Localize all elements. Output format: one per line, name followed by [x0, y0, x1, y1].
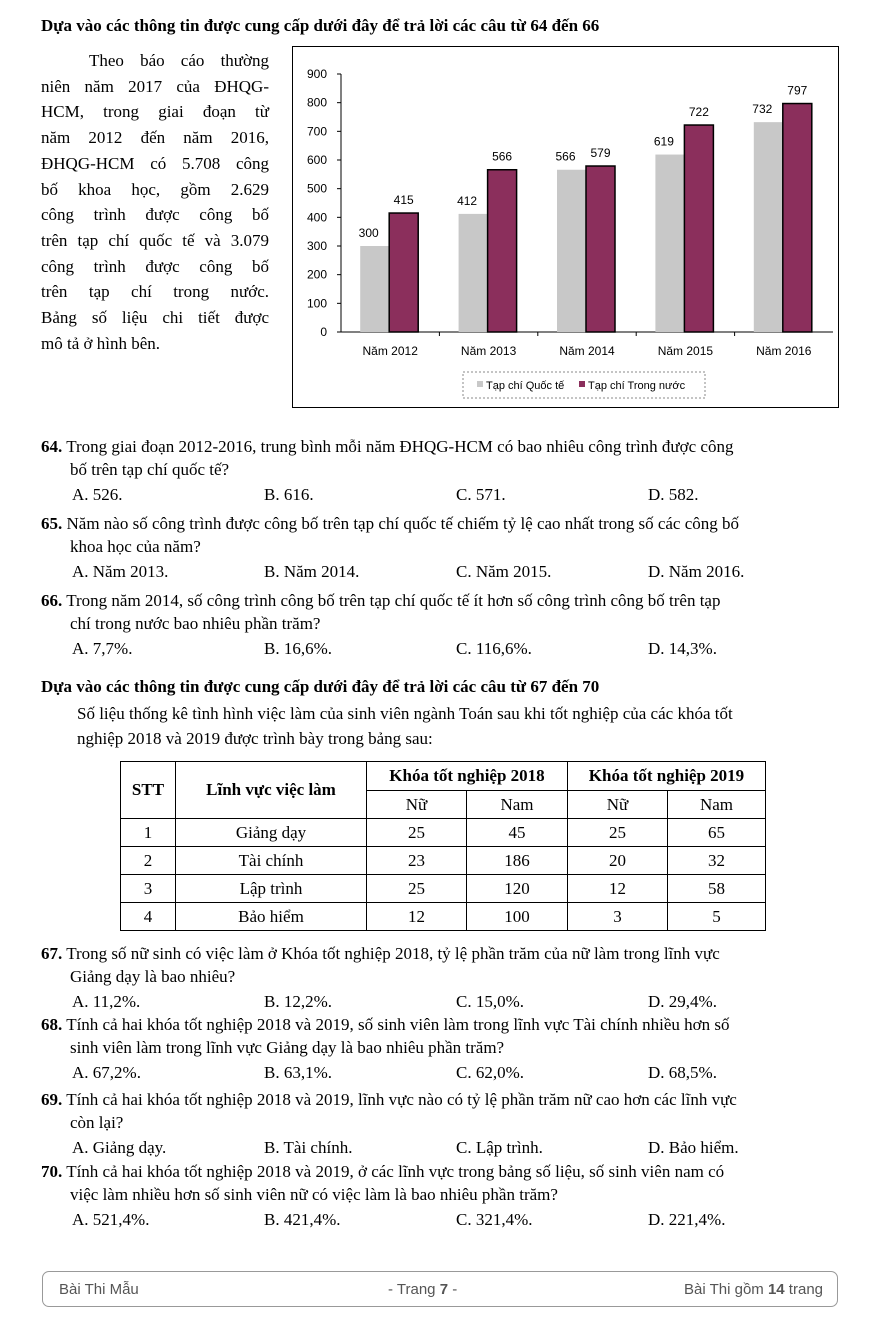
cell-field: Lập trình: [176, 875, 367, 903]
data-label: 732: [752, 102, 773, 117]
question-text: Tính cả hai khóa tốt nghiệp 2018 và 2019, ở các lĩnh vực trong bảng số liệu, số sinh viên nam có: [66, 1162, 725, 1181]
answer-option-c[interactable]: C. 571.: [456, 485, 506, 504]
question-text-line: [41, 591, 720, 611]
cell-stt: 1: [121, 819, 176, 847]
cell-field: Bảo hiểm: [176, 903, 367, 931]
answer-option-d[interactable]: D. 29,4%.: [648, 992, 717, 1011]
answer-option-a[interactable]: A. Năm 2013.: [72, 562, 169, 581]
bar-intl: [754, 122, 783, 332]
question-number: 65.: [41, 514, 63, 533]
legend-swatch-domestic: [579, 381, 585, 387]
intro-line: công trình được công bố: [41, 205, 269, 225]
question-text-line: còn lại?: [70, 1113, 124, 1132]
answer-option-b[interactable]: B. 616.: [264, 485, 314, 504]
table-row: [121, 819, 766, 847]
question-number: 64.: [41, 437, 63, 456]
footer-total-suffix: trang: [784, 1281, 823, 1298]
question-text-line: [41, 1162, 724, 1182]
cell-value: 25: [367, 875, 467, 903]
intro-paragraph: [41, 48, 269, 356]
data-label: 412: [457, 193, 478, 208]
intro-line: ĐHQG-HCM có 5.708 công: [41, 153, 269, 173]
bar-domestic: [389, 213, 418, 332]
question-text-line: [41, 1090, 737, 1110]
x-tick-label: Năm 2015: [657, 344, 714, 358]
cell-stt: 4: [121, 903, 176, 931]
y-tick-label: 0: [320, 325, 327, 339]
section-heading-64-66: Dựa vào các thông tin được cung cấp dưới đây để trả lời các câu từ 64 đến 66: [41, 16, 600, 35]
intro-line: trên tạp chí trong nước.: [41, 282, 269, 302]
cell-value: 25: [568, 819, 668, 847]
cell-value: 12: [568, 875, 668, 903]
answer-option-c[interactable]: C. 321,4%.: [456, 1210, 533, 1229]
bar-intl: [557, 170, 586, 332]
header-2019: Khóa tốt nghiệp 2019: [568, 762, 766, 791]
answer-option-b[interactable]: B. Tài chính.: [264, 1138, 353, 1157]
data-label: 722: [688, 105, 709, 120]
answer-option-d[interactable]: D. Năm 2016.: [648, 562, 745, 581]
y-tick-label: 300: [306, 239, 327, 253]
legend-label-intl: Tạp chí Quốc tế: [486, 380, 565, 392]
question-number: 69.: [41, 1090, 63, 1109]
answer-option-c[interactable]: C. Năm 2015.: [456, 562, 552, 581]
intro-line: mô tả ở hình bên.: [41, 333, 160, 353]
answer-option-c[interactable]: C. 15,0%.: [456, 992, 524, 1011]
answer-option-d[interactable]: D. 14,3%.: [648, 639, 717, 658]
answer-option-c[interactable]: C. 62,0%.: [456, 1063, 524, 1082]
cell-value: 25: [367, 819, 467, 847]
legend-label-domestic: Tạp chí Trong nước: [588, 380, 686, 392]
answer-option-b[interactable]: B. 16,6%.: [264, 639, 332, 658]
question-text-line: bố trên tạp chí quốc tế?: [70, 460, 230, 479]
footer-page-suffix: -: [448, 1281, 458, 1298]
section2-intro-line: Số liệu thống kê tình hình việc làm của sinh viên ngành Toán sau khi tốt nghiệp của các khóa tốt: [77, 704, 733, 723]
cell-value: 5: [668, 903, 766, 931]
bar-domestic: [586, 166, 615, 332]
answer-option-c[interactable]: C. 116,6%.: [456, 639, 532, 658]
question-text: Trong năm 2014, số công trình công bố trên tạp chí quốc tế ít hơn số công trình công bố trên tạp: [66, 591, 721, 610]
table-row: [121, 875, 766, 903]
footer-page-current: 7: [439, 1281, 449, 1298]
data-label: 566: [555, 149, 576, 164]
question-text-line: Giảng dạy là bao nhiêu?: [70, 967, 236, 986]
answer-option-a[interactable]: A. 521,4%.: [72, 1210, 150, 1229]
x-tick-label: Năm 2012: [362, 344, 418, 358]
y-tick-label: 700: [306, 124, 327, 139]
question-text-line: việc làm nhiều hơn số sinh viên nữ có việc làm là bao nhiêu phần trăm?: [70, 1185, 558, 1204]
intro-line: trên tạp chí quốc tế và 3.079: [41, 230, 269, 250]
answer-option-b[interactable]: B. 12,2%.: [264, 992, 332, 1011]
bar-domestic: [488, 170, 517, 332]
answer-option-a[interactable]: A. 67,2%.: [72, 1063, 141, 1082]
question-number: 66.: [41, 591, 63, 610]
cell-value: 65: [668, 819, 766, 847]
answer-option-b[interactable]: B. Năm 2014.: [264, 562, 360, 581]
table-row: [121, 903, 766, 931]
cell-field: Giảng dạy: [176, 819, 367, 847]
question-text-line: [41, 1015, 730, 1035]
cell-value: 12: [367, 903, 467, 931]
section-heading-67-70: Dựa vào các thông tin được cung cấp dưới đây để trả lời các câu từ 67 đến 70: [41, 677, 600, 696]
intro-line: Theo báo cáo thường: [89, 51, 269, 70]
x-tick-label: Năm 2014: [559, 344, 615, 358]
x-tick-label: Năm 2016: [756, 344, 812, 358]
intro-line: HCM, trong giai đoạn từ: [41, 102, 269, 122]
cell-value: 58: [668, 875, 766, 903]
question-text-line: sinh viên làm trong lĩnh vực Giảng dạy là bao nhiêu phần trăm?: [70, 1038, 505, 1057]
question-number: 70.: [41, 1162, 63, 1181]
cell-value: 186: [467, 847, 568, 875]
intro-line: Bảng số liệu chi tiết được: [41, 308, 269, 328]
intro-line: năm 2012 đến năm 2016,: [41, 128, 269, 148]
answer-option-a[interactable]: A. 11,2%.: [72, 992, 141, 1011]
answer-option-c[interactable]: C. Lập trình.: [456, 1138, 543, 1157]
question-text: Tính cả hai khóa tốt nghiệp 2018 và 2019, số sinh viên làm trong lĩnh vực Tài chính nhiều hơn số: [66, 1015, 730, 1034]
question-number: 68.: [41, 1015, 63, 1034]
answer-option-d[interactable]: D. 68,5%.: [648, 1063, 717, 1082]
intro-line: niên năm 2017 của ĐHQG-: [41, 76, 269, 96]
cell-value: 120: [467, 875, 568, 903]
bar-chart-frame: [292, 46, 839, 408]
cell-value: 3: [568, 903, 668, 931]
answer-option-d[interactable]: D. Bảo hiểm.: [648, 1138, 739, 1157]
cell-value: 20: [568, 847, 668, 875]
y-tick-label: 800: [306, 95, 327, 110]
y-tick-label: 400: [306, 210, 327, 225]
question-text: Năm nào số công trình được công bố trên tạp chí quốc tế chiếm tỷ lệ cao nhất trong số các công bố: [66, 514, 740, 533]
question-text: Trong giai đoạn 2012-2016, trung bình mỗi năm ĐHQG-HCM có bao nhiêu công trình được công: [66, 437, 734, 456]
data-label: 619: [653, 134, 674, 149]
question-text-line: [41, 437, 733, 457]
data-label: 797: [787, 83, 808, 98]
cell-stt: 3: [121, 875, 176, 903]
answer-option-d[interactable]: D. 582.: [648, 485, 699, 504]
data-label: 579: [590, 146, 611, 161]
data-label: 300: [358, 226, 379, 240]
y-tick-label: 100: [306, 296, 327, 311]
header-2018: Khóa tốt nghiệp 2018: [367, 762, 568, 791]
y-tick-label: 500: [306, 181, 327, 196]
cell-value: 23: [367, 847, 467, 875]
bar-intl: [655, 155, 684, 332]
question-text-line: [41, 514, 739, 534]
data-label: 566: [492, 149, 513, 164]
footer-page-number: [388, 1281, 457, 1298]
cell-stt: 2: [121, 847, 176, 875]
bar-domestic: [783, 104, 812, 332]
section2-intro-line: nghiệp 2018 và 2019 được trình bày trong bảng sau:: [77, 729, 433, 748]
cell-field: Tài chính: [176, 847, 367, 875]
answer-option-b[interactable]: B. 421,4%.: [264, 1210, 341, 1229]
header-stt: STT: [121, 762, 176, 819]
header-male-2018: Nam: [467, 791, 568, 819]
bar-intl: [360, 246, 389, 332]
footer-page-prefix: - Trang: [388, 1281, 440, 1298]
footer-left: Bài Thi Mẫu: [59, 1281, 139, 1298]
answer-option-a[interactable]: A. Giảng dạy.: [72, 1138, 167, 1157]
bar-domestic: [684, 125, 713, 332]
answer-option-b[interactable]: B. 63,1%.: [264, 1063, 332, 1082]
intro-line: công trình được công bố: [41, 256, 269, 276]
y-tick-label: 900: [306, 67, 327, 81]
bar-chart: [293, 47, 838, 407]
cell-value: 32: [668, 847, 766, 875]
question-text: Tính cả hai khóa tốt nghiệp 2018 và 2019, lĩnh vực nào có tỷ lệ phần trăm nữ cao hơn các lĩnh vực: [66, 1090, 737, 1109]
footer-total-prefix: Bài Thi gồm: [684, 1281, 768, 1298]
question-text-line: [41, 944, 720, 964]
x-tick-label: Năm 2013: [460, 344, 517, 358]
question-text-line: chí trong nước bao nhiêu phần trăm?: [70, 614, 321, 633]
question-text-line: khoa học của năm?: [70, 537, 201, 556]
answer-option-d[interactable]: D. 221,4%.: [648, 1210, 726, 1229]
cell-value: 100: [467, 903, 568, 931]
header-male-2019: Nam: [668, 791, 766, 819]
question-number: 67.: [41, 944, 63, 963]
bar-intl: [459, 214, 488, 332]
table-row: [121, 847, 766, 875]
question-text: Trong số nữ sinh có việc làm ở Khóa tốt nghiệp 2018, tỷ lệ phần trăm của nữ làm trong lĩnh vực: [66, 944, 720, 963]
header-female-2018: Nữ: [367, 791, 467, 819]
cell-value: 45: [467, 819, 568, 847]
header-female-2019: Nữ: [568, 791, 668, 819]
answer-option-a[interactable]: A. 7,7%.: [72, 639, 133, 658]
intro-line: bố khoa học, gồm 2.629: [41, 179, 269, 199]
data-label: 415: [393, 193, 414, 208]
footer-total-count: 14: [767, 1281, 785, 1298]
footer-total-pages: [684, 1281, 823, 1298]
y-tick-label: 200: [306, 267, 327, 282]
header-field: Lĩnh vực việc làm: [176, 762, 367, 819]
employment-table: [120, 761, 766, 931]
page-footer: [42, 1271, 838, 1307]
y-tick-label: 600: [306, 153, 327, 167]
answer-option-a[interactable]: A. 526.: [72, 485, 123, 504]
legend-swatch-intl: [477, 381, 483, 387]
